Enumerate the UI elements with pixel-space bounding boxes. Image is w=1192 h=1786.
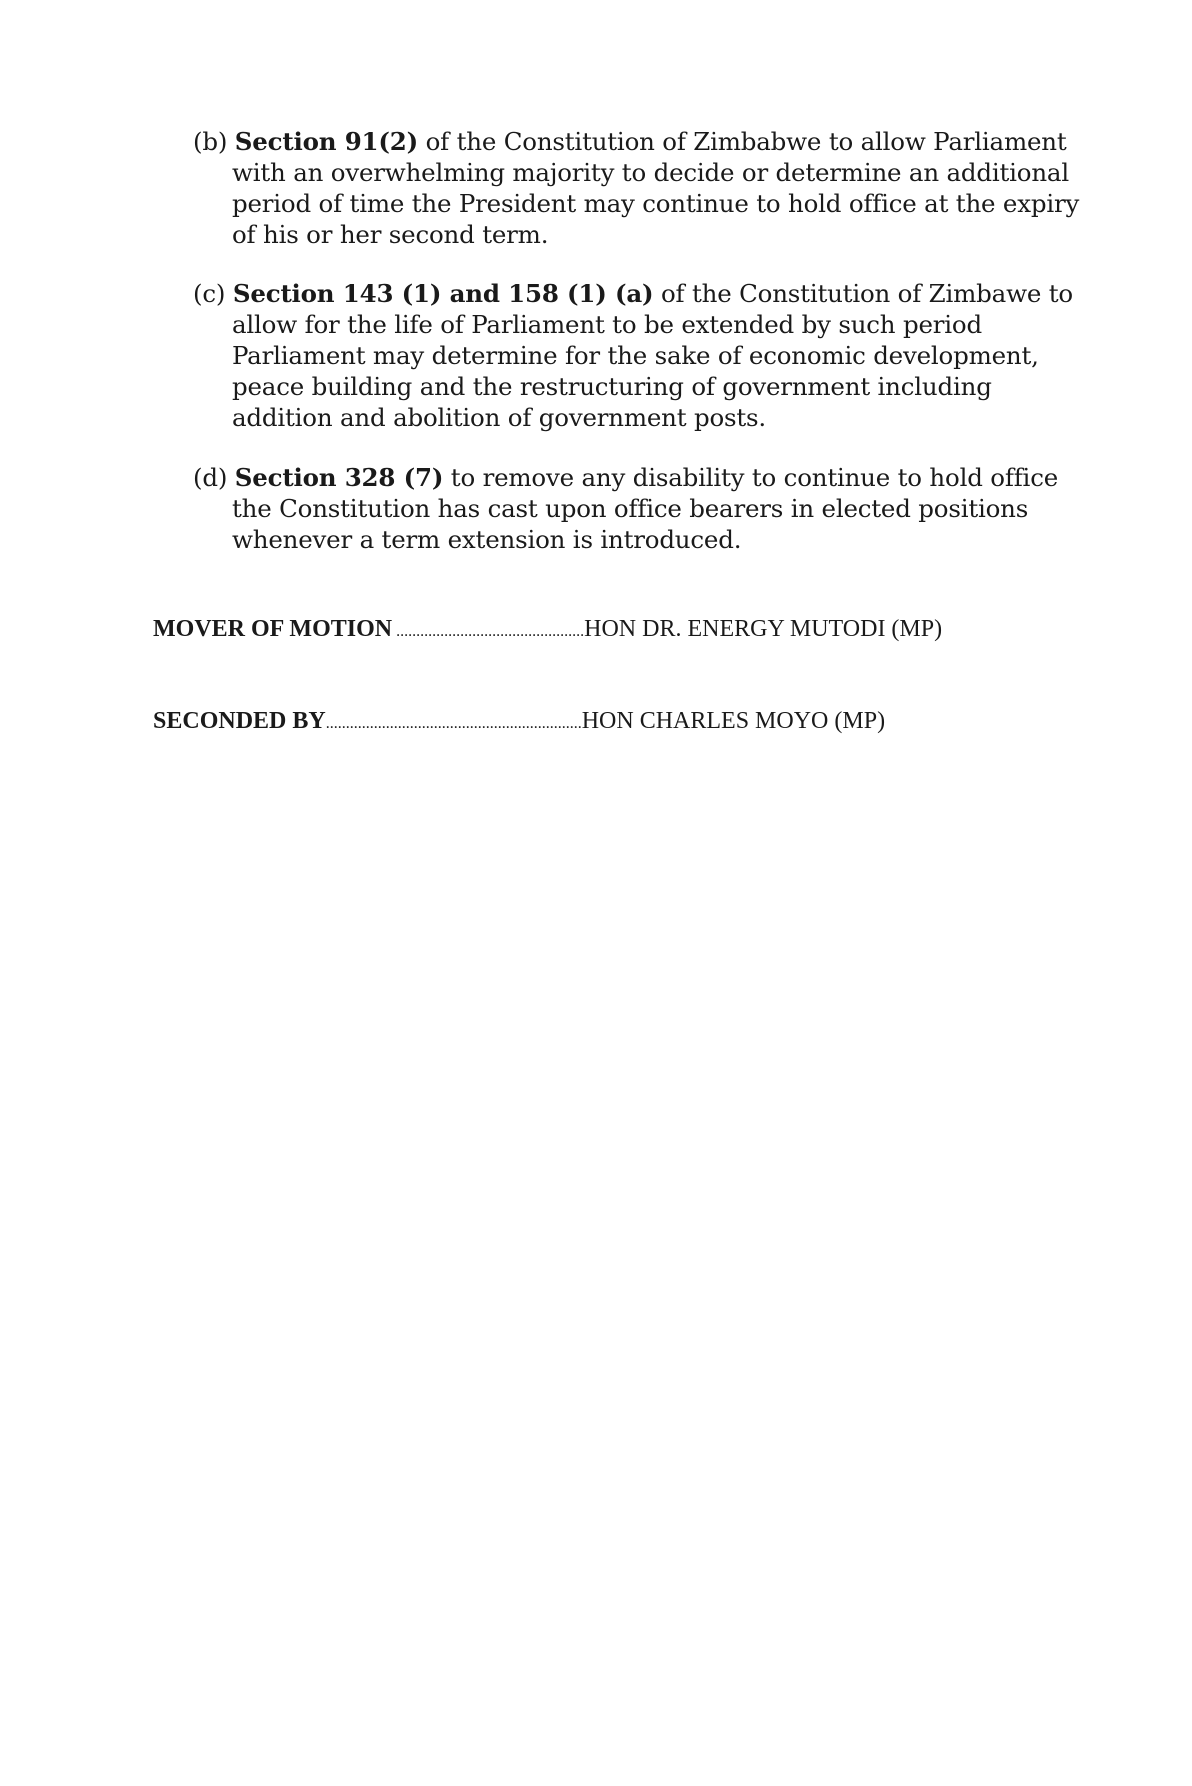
clause-d (193, 462, 1092, 555)
mover-of-motion-row (153, 613, 1053, 647)
clause-b (193, 126, 1092, 250)
clause-c-section: Section 143 (1) and 158 (1) (a) (232, 279, 654, 308)
clause-b-section: Section 91(2) (234, 127, 419, 156)
mover-label: MOVER OF MOTION (153, 616, 393, 642)
seconded-name: HON CHARLES MOYO (MP) (581, 708, 886, 734)
clause-b-marker: (b) (193, 127, 228, 156)
seconded-dotted-line: ................................................................ (325, 715, 582, 732)
clause-d-text: to remove any disability to continue to hold office the Constitution has cast upon office bearers in elected positions whenever a term extension is introduced. (232, 463, 1059, 554)
clause-c-text: of the Constitution of Zimbawe to allow for the life of Parliament to be extended by such period Parliament may determine for the sake of economic development, peace building and the restructuring of government including addition and abolition of government posts. (232, 279, 1073, 432)
seconded-label: SECONDED BY (153, 708, 326, 734)
clause-d-marker: (d) (193, 463, 228, 492)
clause-c (193, 278, 1092, 433)
clause-d-section: Section 328 (7) (234, 463, 444, 492)
mover-name: HON DR. ENERGY MUTODI (MP) (584, 616, 943, 642)
seconded-by-row (153, 705, 1053, 739)
clause-c-marker: (c) (193, 279, 226, 308)
clause-b-text: of the Constitution of Zimbabwe to allow Parliament with an overwhelming majority to decide or determine an additional period of time the President may continue to hold office at the expiry of his or her second term. (232, 127, 1080, 249)
mover-dotted-line: ............................................... (392, 623, 585, 640)
